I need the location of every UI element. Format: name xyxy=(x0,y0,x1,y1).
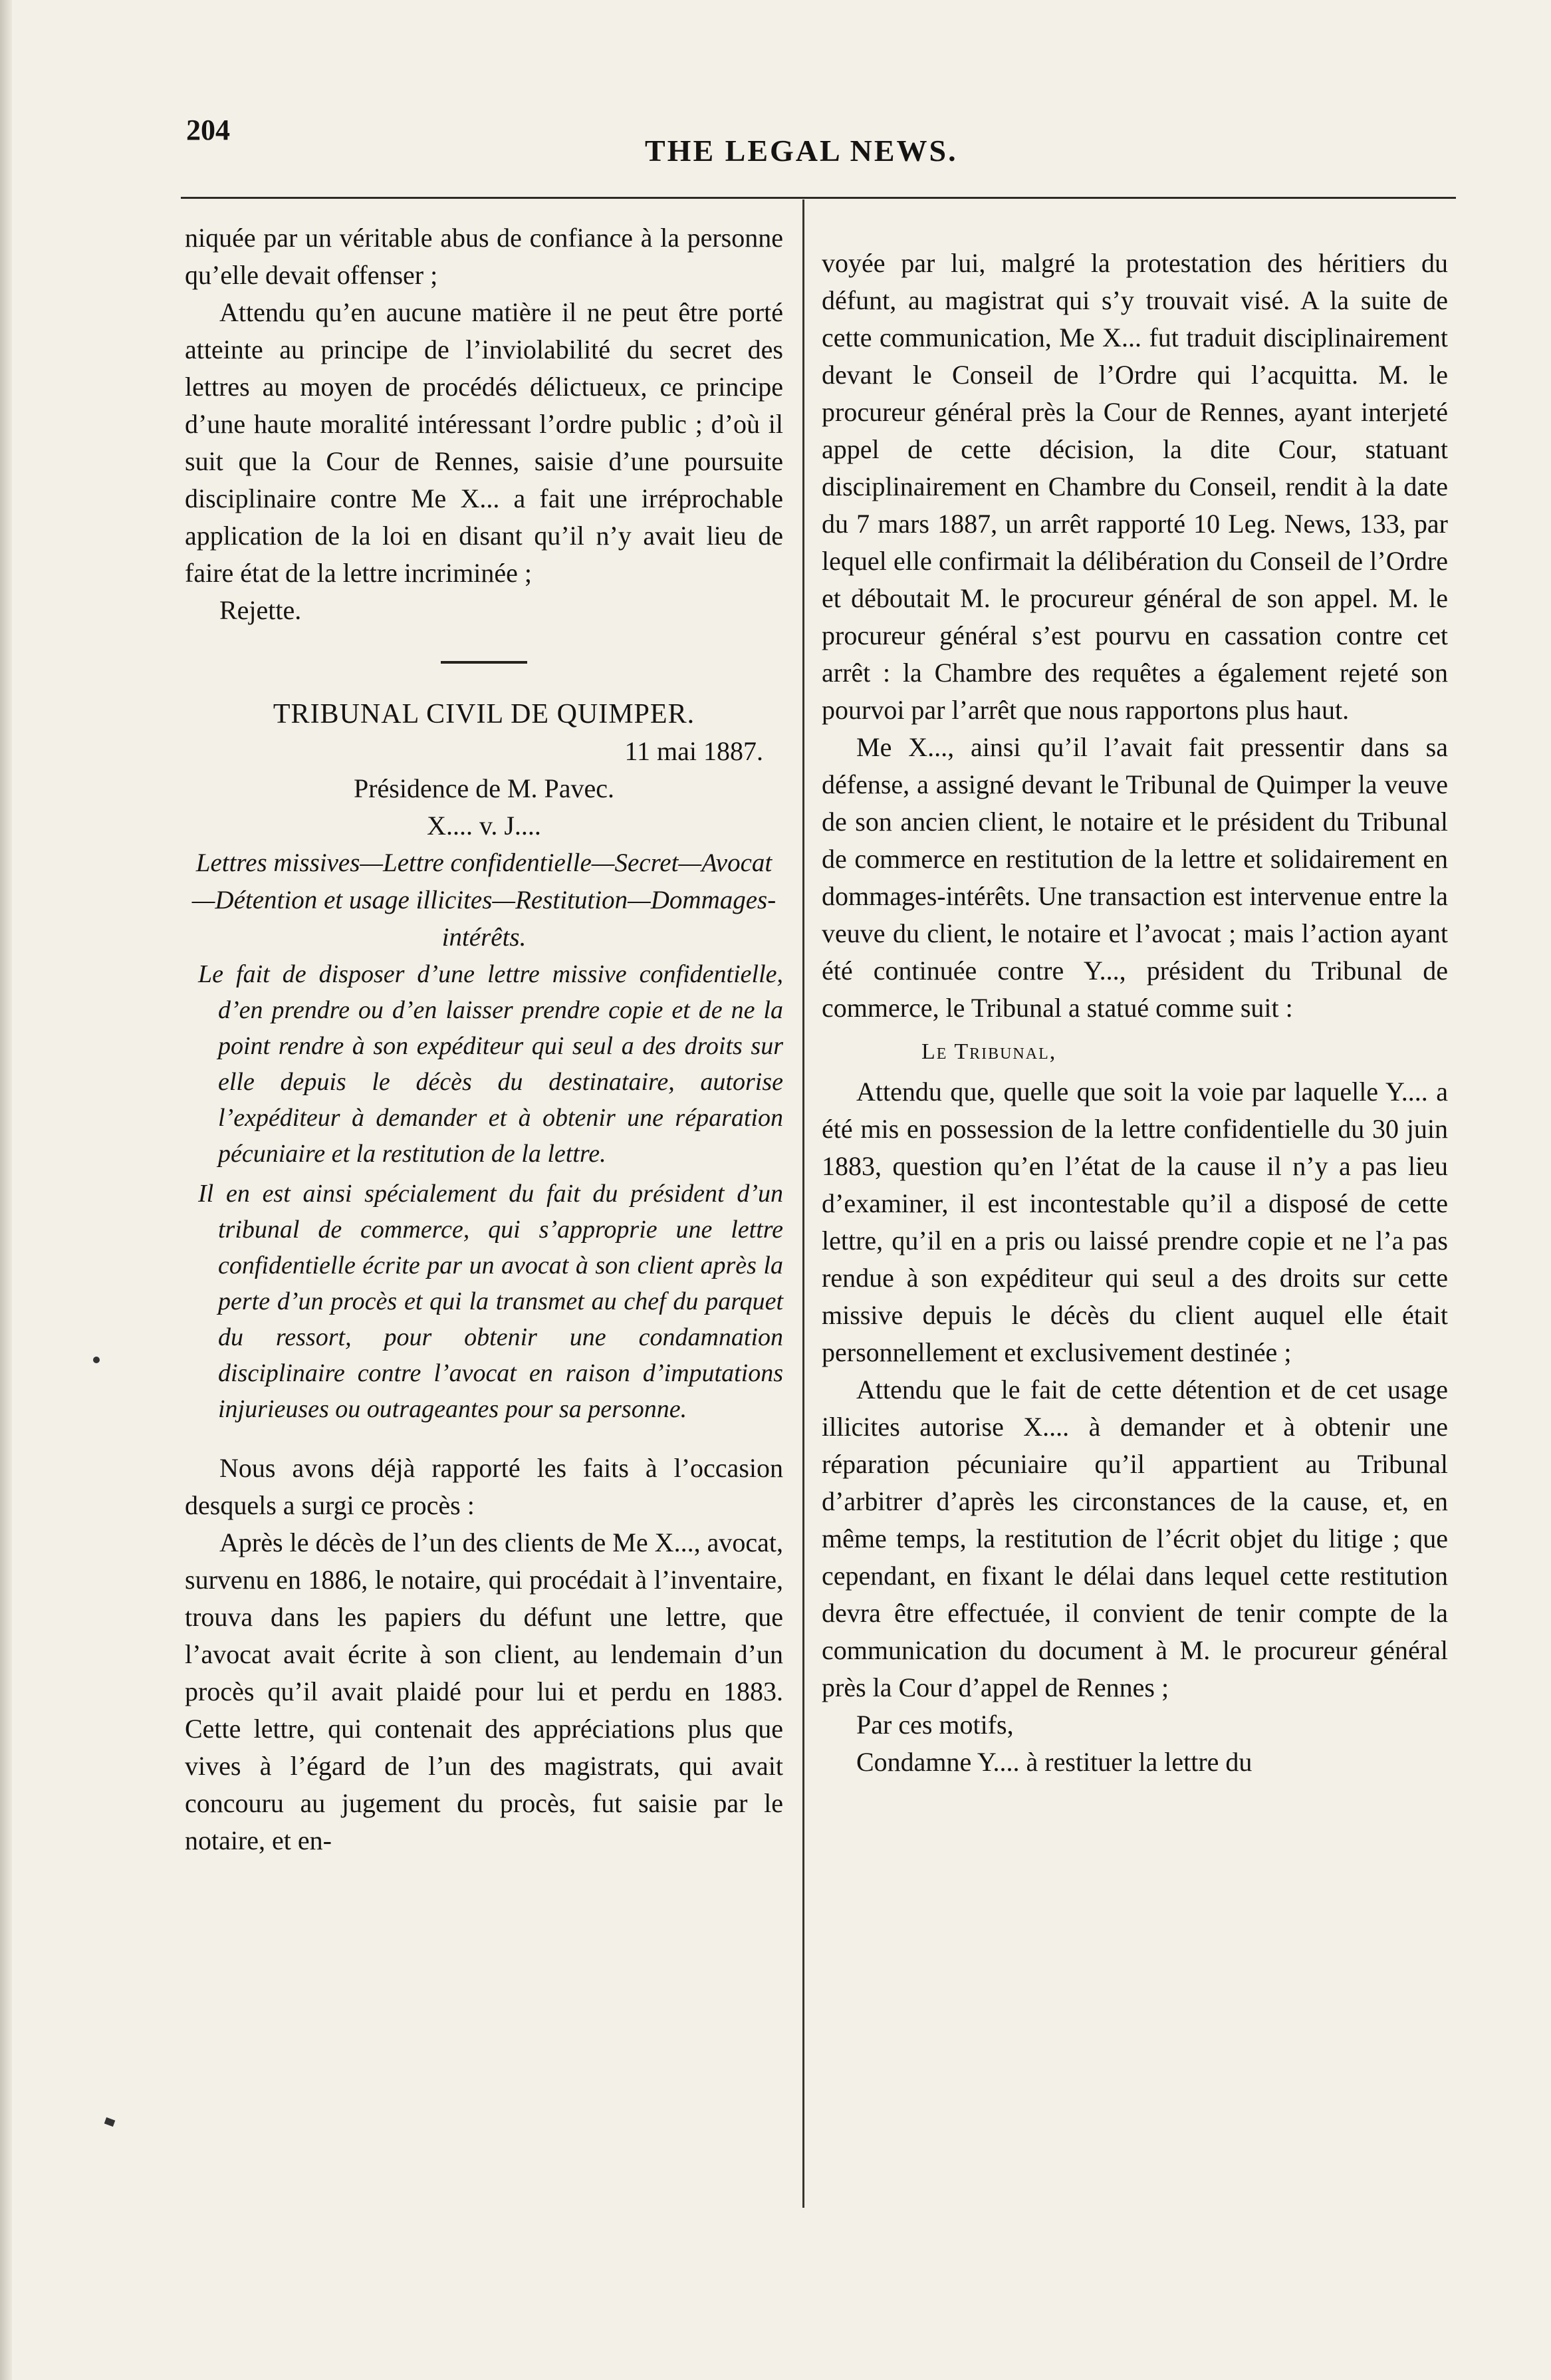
page-number: 204 xyxy=(186,114,230,146)
case-summary-1: Le fait de disposer d’une lettre missive confidentielle, d’en prendre ou d’en laisser prendre copie et de ne la point rendre à son expéditeur qui seul a des droits sur elle depuis le décès du destinataire, autorise l’expéditeur à demander et à obtenir une réparation pécuniaire et la restitution de la lettre. xyxy=(198,960,783,1168)
right-paragraph-6: Condamne Y.... à restituer la lettre du xyxy=(856,1747,1253,1777)
court-heading: Le Tribunal, xyxy=(921,1039,1057,1064)
left-paragraph-2: Attendu qu’en aucune matière il ne peut être porté atteinte au principe de l’inviolabilité du secret des lettres au moyen de procédés délictueux, ce principe d’une haute moralité intéressant l’ordre public ; d’où il suit que la Cour de Rennes, saisie d’une poursuite disciplinaire contre Me X... a fait une irréprochable application de la loi en disant qu’il n’y avait lieu de faire état de la lettre incriminée ; xyxy=(185,297,783,588)
right-paragraph-4: Attendu que le fait de cette détention et de cet usage illicites autorise X.... à demander et à obtenir une réparation pécuniaire qu’il appartient au Tribunal d’arbitrer d’après les circonstances de la cause, et, en même temps, la restitution de l’écrit objet du litige ; que cependant, en fixant le délai dans lequel cette restitution devra être effectuée, il convient de tenir compte de la communication du document à M. le procureur général près la Cour d’appel de Rennes ; xyxy=(822,1375,1448,1702)
right-paragraph-3: Attendu que, quelle que soit la voie par laquelle Y.... a été mis en possession de la lettre confidentielle du 30 juin 1883, question qu’en l’état de la cause il n’y a pas lieu d’examiner, il est incontestable qu’il a disposé de cette lettre, qu’il en a pris ou laissé prendre copie et ne l’a pas rendue à son expéditeur qui seul a des droits sur cette missive depuis le décès du client auquel elle était personnellement et exclusivement destinée ; xyxy=(822,1077,1448,1367)
case-keywords: Lettres missives—Lettre confidentielle—Secret—Avocat—Détention et usage illicites—Restitution—Dommages-intérêts. xyxy=(191,849,776,952)
running-title: THE LEGAL NEWS. xyxy=(645,134,958,168)
presidence: Présidence de M. Pavec. xyxy=(353,773,615,803)
left-column xyxy=(185,219,783,1859)
header-rule xyxy=(181,197,1456,199)
right-paragraph-2: Me X..., ainsi qu’il l’avait fait pressentir dans sa défense, a assigné devant le Tribunal de Quimper la veuve de son ancien client, le notaire et le président du Tribunal de commerce en restitution de la lettre et solidairement en dommages-intérêts. Une transaction est intervenue entre la veuve du client, le notaire et l’avocat ; mais l’action ayant été continuée contre Y..., président du Tribunal de commerce, le Tribunal a statué comme suit : xyxy=(822,732,1448,1023)
left-paragraph-3: Rejette. xyxy=(219,595,302,625)
right-paragraph-5: Par ces motifs, xyxy=(856,1710,1014,1740)
margin-pointer-mark xyxy=(104,2117,116,2127)
case-summary-2: Il en est ainsi spécialement du fait du président d’un tribunal de commerce, qui s’approprie une lettre confidentielle écrite par un avocat à son client après la perte d’un procès et qui la transmet au chef du parquet du ressort, pour obtenir une condamnation disciplinaire contre l’avocat en raison d’imputations injurieuses ou outrageantes pour sa personne. xyxy=(198,1180,783,1423)
page-edge-shadow xyxy=(0,0,12,2380)
right-paragraph-1: voyée par lui, malgré la protestation des héritiers du défunt, au magistrat qui s’y trouvait visé. A la suite de cette communication, Me X... fut traduit disciplinairement devant le Conseil de l’Ordre qui l’acquitta. M. le procureur général près la Cour de Rennes, ayant interjeté appel de cette décision, la dite Cour, statuant disciplinairement en Chambre du Conseil, rendit à la date du 7 mars 1887, un arrêt rapporté 10 Leg. News, 133, par lequel elle confirmait la délibération du Conseil de l’Ordre et déboutait M. le procureur général de son appel. M. le procureur général s’est pourvu en cassation contre cet arrêt : la Chambre des requêtes a également rejeté son pourvoi par l’arrêt que nous rapportons plus haut. xyxy=(822,248,1448,725)
case-date: 11 mai 1887. xyxy=(624,736,763,766)
right-column xyxy=(822,245,1448,1781)
left-paragraph-4: Nous avons déjà rapporté les faits à l’occasion desquels a surgi ce procès : xyxy=(185,1453,783,1520)
case-title: TRIBUNAL CIVIL DE QUIMPER. xyxy=(273,699,695,729)
left-paragraph-5: Après le décès de l’un des clients de Me X..., avocat, survenu en 1886, le notaire, qui procédait à l’inventaire, trouva dans les papiers du défunt une lettre, que l’avocat avait écrite à son client, au lendemain d’un procès qu’il avait plaidé pour lui et perdu en 1883. Cette lettre, qui contenait des appréciations plus que vives à l’égard de l’un des magistrats, qui avait concouru au jugement du procès, fut saisie par le notaire, et en- xyxy=(185,1527,783,1855)
section-rule xyxy=(441,661,527,664)
left-paragraph-1: niquée par un véritable abus de confiance à la personne qu’elle devait offenser ; xyxy=(185,223,783,290)
case-parties: X.... v. J.... xyxy=(427,811,541,841)
column-divider xyxy=(802,199,804,2208)
margin-dot-mark xyxy=(93,1357,100,1363)
